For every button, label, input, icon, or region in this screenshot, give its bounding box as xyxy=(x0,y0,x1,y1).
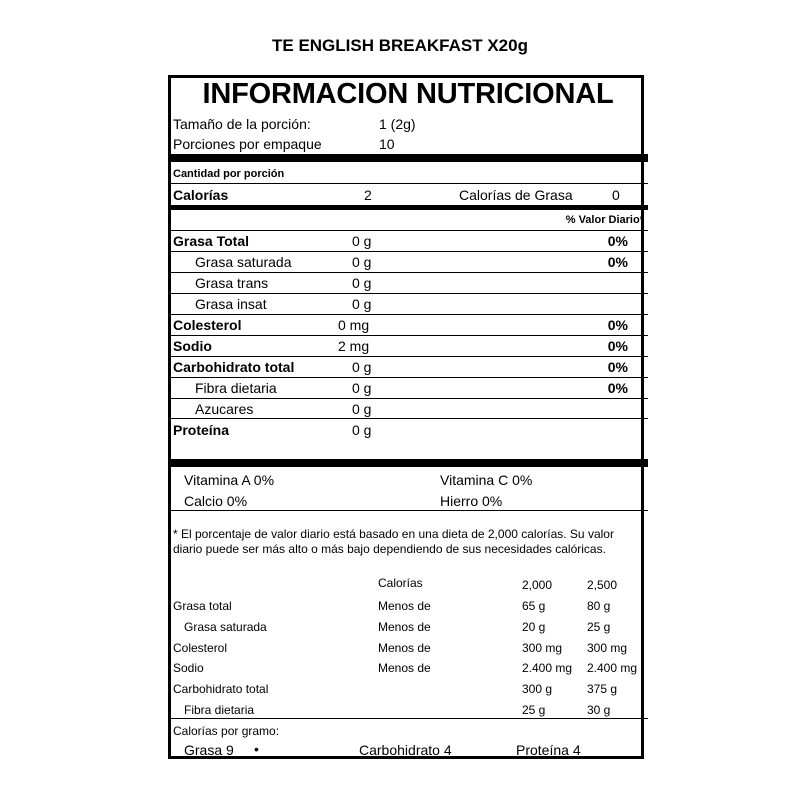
daily-value-header: % Valor Diario* xyxy=(565,214,644,226)
ref-row-v2: 80 g xyxy=(587,599,611,613)
fat-calories-value: 0 xyxy=(612,187,620,203)
ref-row-name: Colesterol xyxy=(173,641,228,655)
nutrient-amount: 0 mg xyxy=(338,317,370,333)
thin-rule xyxy=(168,183,648,184)
nutrient-name: Carbohidrato total xyxy=(173,359,295,375)
nutrient-name: Sodio xyxy=(173,338,212,354)
ref-row-qualifier: Menos de xyxy=(378,620,431,634)
ref-header-col1: 2,000 xyxy=(522,578,553,592)
nutrient-amount: 0 g xyxy=(352,359,372,375)
nutrient-amount: 2 mg xyxy=(338,338,370,354)
nutrient-name: Grasa Total xyxy=(173,233,249,249)
nutrient-amount: 0 g xyxy=(352,380,372,396)
amount-per-serving: Cantidad por porción xyxy=(173,168,285,180)
ref-row-v2: 300 mg xyxy=(587,641,628,655)
thin-rule xyxy=(168,335,648,336)
fat-calories-label: Calorías de Grasa xyxy=(459,187,573,203)
ref-row-v2: 2.400 mg xyxy=(587,661,638,675)
cpg-protein: Proteína 4 xyxy=(516,742,581,758)
nutrient-dv: 0% xyxy=(607,254,628,270)
nutrient-amount: 0 g xyxy=(352,296,372,312)
ref-row-name: Grasa saturada xyxy=(184,620,267,634)
nutrient-dv: 0% xyxy=(607,317,628,333)
ref-header-col2: 2,500 xyxy=(587,578,618,592)
servings-per-pack-value: 10 xyxy=(379,136,395,152)
ref-row-v2: 30 g xyxy=(587,703,611,717)
calories-value: 2 xyxy=(364,187,372,203)
thin-rule xyxy=(168,272,648,273)
thin-rule xyxy=(168,418,648,419)
thin-rule xyxy=(168,230,648,231)
ref-row-v2: 375 g xyxy=(587,682,618,696)
thin-rule xyxy=(168,718,648,719)
nutrient-amount: 0 g xyxy=(352,401,372,417)
thin-rule xyxy=(168,510,648,511)
nutrient-name: Azucares xyxy=(195,401,254,417)
footnote-line: diario puede ser más alto o más bajo dependiendo de sus necesidades calóricas. xyxy=(173,542,606,556)
nutrient-name: Proteína xyxy=(173,422,230,438)
thin-rule xyxy=(168,314,648,315)
calcium: Calcio 0% xyxy=(184,493,248,509)
ref-row-name: Grasa total xyxy=(173,599,232,613)
ref-row-v2: 25 g xyxy=(587,620,611,634)
nutrient-name: Colesterol xyxy=(173,317,242,333)
ref-row-name: Fibra dietaria xyxy=(184,703,255,717)
panel-title: INFORMACION NUTRICIONAL xyxy=(202,78,614,110)
nutrient-amount: 0 g xyxy=(352,233,372,249)
ref-row-v1: 2.400 mg xyxy=(522,661,573,675)
thin-rule xyxy=(168,377,648,378)
thin-rule xyxy=(168,356,648,357)
nutrient-amount: 0 g xyxy=(352,254,372,270)
thin-rule xyxy=(168,398,648,399)
ref-row-v1: 300 g xyxy=(522,682,553,696)
calories-per-gram-label: Calorías por gramo: xyxy=(173,724,280,738)
bullet-icon: • xyxy=(254,741,259,757)
nutrient-amount: 0 g xyxy=(352,422,372,438)
serving-size-label: Tamaño de la porción: xyxy=(173,116,311,132)
nutrient-name: Grasa trans xyxy=(195,275,269,291)
ref-row-qualifier: Menos de xyxy=(378,599,431,613)
nutrient-dv: 0% xyxy=(607,233,628,249)
thick-rule xyxy=(168,459,648,467)
nutrient-name: Grasa saturada xyxy=(195,254,292,270)
servings-per-pack-label: Porciones por empaque xyxy=(173,136,322,152)
ref-row-v1: 65 g xyxy=(522,599,546,613)
nutrient-amount: 0 g xyxy=(352,275,372,291)
thick-rule xyxy=(168,154,648,162)
serving-size-value: 1 (2g) xyxy=(379,116,416,132)
vitamin-a: Vitamina A 0% xyxy=(184,472,275,488)
ref-row-v1: 25 g xyxy=(522,703,546,717)
ref-row-name: Sodio xyxy=(173,661,204,675)
nutrient-dv: 0% xyxy=(607,359,628,375)
cpg-carb: Carbohidrato 4 xyxy=(359,742,452,758)
thin-rule xyxy=(168,293,648,294)
medium-rule xyxy=(168,205,648,210)
nutrient-name: Grasa insat xyxy=(195,296,267,312)
footnote-line: * El porcentaje de valor diario está basado en una dieta de 2,000 calorías. Su valor xyxy=(173,527,614,541)
cpg-fat: Grasa 9 xyxy=(184,742,234,758)
ref-row-v1: 300 mg xyxy=(522,641,563,655)
nutrient-dv: 0% xyxy=(607,338,628,354)
iron: Hierro 0% xyxy=(440,493,503,509)
thin-rule xyxy=(168,251,648,252)
ref-row-qualifier: Menos de xyxy=(378,661,431,675)
ref-header-label: Calorías xyxy=(378,576,423,590)
calories-label: Calorías xyxy=(173,187,229,203)
ref-row-v1: 20 g xyxy=(522,620,546,634)
ref-row-qualifier: Menos de xyxy=(378,641,431,655)
ref-row-name: Carbohidrato total xyxy=(173,682,269,696)
product-title: TE ENGLISH BREAKFAST X20g xyxy=(272,36,528,55)
vitamin-c: Vitamina C 0% xyxy=(440,472,533,488)
nutrient-name: Fibra dietaria xyxy=(195,380,277,396)
nutrient-dv: 0% xyxy=(607,380,628,396)
